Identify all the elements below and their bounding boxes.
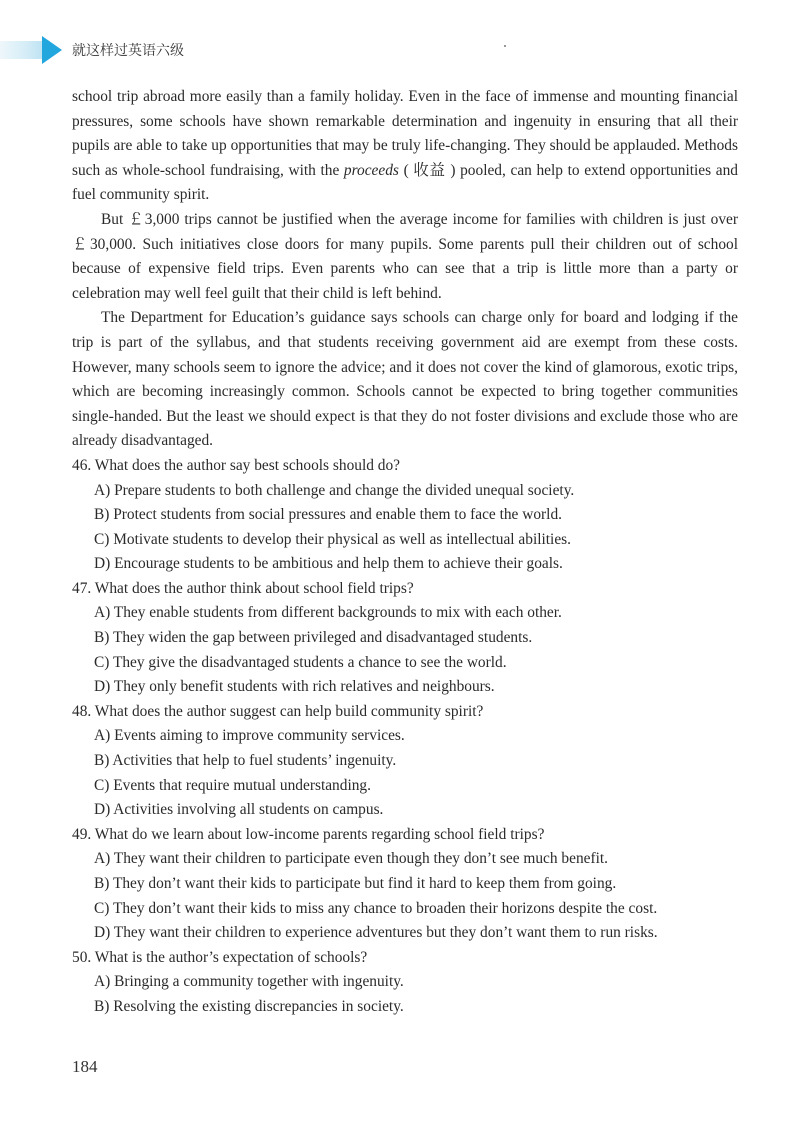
question-stem: 48. What does the author suggest can help build community spirit? <box>72 702 484 720</box>
question-stem: 46. What does the author say best schools should do? <box>72 456 400 474</box>
option: D) Encourage students to be ambitious and help them to achieve their goals. <box>94 555 563 573</box>
paragraph-2: But ￡3,000 trips cannot be justified when the average income for families with children is just over ￡30,000. Such initiatives close doors for many pupils. Some parents pull their children out of school because of expensive field trips. Even parents who can see that a trip is little more than a party or celebration may well feel guilt that their child is left behind. <box>72 210 738 302</box>
paragraph-1: school trip abroad more easily than a family holiday. Even in the face of immense and mounting financial pressures, some schools have shown remarkable determination and ingenuity in ensuring that all their pupils are able to take up opportunities that may be truly life-changing. They should be applauded. Methods such as whole-school fundraising, with the proceeds ( 收益 ) pooled, can help to extend opportunities and fuel community spirit. <box>72 88 738 204</box>
question-stem: 49. What do we learn about low-income parents regarding school field trips? <box>72 825 545 843</box>
option: D) Activities involving all students on campus. <box>94 801 384 819</box>
speck-mark <box>504 45 506 47</box>
option: C) They don’t want their kids to miss any chance to broaden their horizons despite the cost. <box>94 899 658 917</box>
book-title: 就这样过英语六级 <box>72 43 184 59</box>
italic-term: proceeds <box>343 161 399 179</box>
question-49 <box>72 823 738 946</box>
question-stem: 47. What does the author think about school field trips? <box>72 579 414 597</box>
question-46 <box>72 454 738 577</box>
page-number: 184 <box>72 1057 98 1076</box>
header-accent-bar <box>0 41 42 59</box>
page-header <box>0 30 400 70</box>
option: B) Activities that help to fuel students’ ingenuity. <box>94 752 397 770</box>
paragraph-3: The Department for Education’s guidance says schools can charge only for board and lodging if the trip is part of the syllabus, and that students receiving government aid are exempt from these costs. However, many schools seem to ignore the advice; and it does not cover the kind of glamorous, exotic trips, which are becoming increasingly common. Schools cannot be expected to bring together communities single-handed. But the least we should expect is that they do not foster divisions and exclude those who are already disadvantaged. <box>72 309 738 450</box>
option: A) They want their children to participate even though they don’t see much benefit. <box>94 850 609 868</box>
option: A) They enable students from different backgrounds to mix with each other. <box>94 604 562 622</box>
option: C) Events that require mutual understanding. <box>94 776 371 794</box>
option: C) They give the disadvantaged students a chance to see the world. <box>94 653 507 671</box>
option: D) They want their children to experience adventures but they don’t want them to run risks. <box>94 924 658 942</box>
option: B) They widen the gap between privileged and disadvantaged students. <box>94 629 533 647</box>
option: A) Prepare students to both challenge and change the divided unequal society. <box>94 481 575 499</box>
option: B) They don’t want their kids to participate but find it hard to keep them from going. <box>94 875 617 892</box>
option: B) Resolving the existing discrepancies in society. <box>94 997 404 1015</box>
option: C) Motivate students to develop their physical as well as intellectual abilities. <box>94 530 571 548</box>
option: A) Events aiming to improve community services. <box>94 727 405 745</box>
page-content <box>72 85 738 1020</box>
question-47 <box>72 577 738 700</box>
option: D) They only benefit students with rich relatives and neighbours. <box>94 678 495 696</box>
question-50 <box>72 946 738 1020</box>
option: B) Protect students from social pressures and enable them to face the world. <box>94 506 562 524</box>
question-48 <box>72 700 738 823</box>
question-stem: 50. What is the author’s expectation of schools? <box>72 948 368 966</box>
play-arrow-icon <box>42 36 62 64</box>
option: A) Bringing a community together with ingenuity. <box>94 973 404 991</box>
